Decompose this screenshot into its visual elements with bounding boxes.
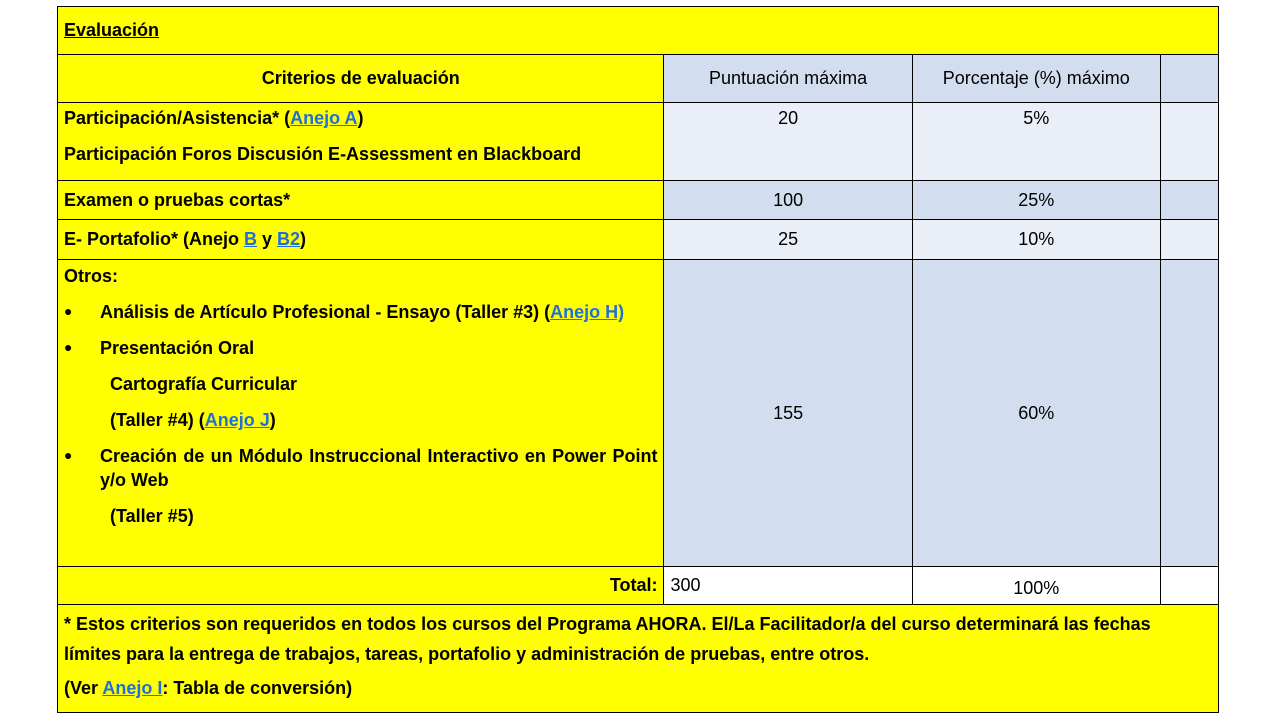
table-row xyxy=(58,260,1219,567)
criteria-participation: Participación/Asistencia* (Anejo A) Participación Foros Discusión E-Assessment en Blackboard xyxy=(58,103,664,181)
anejo-j-link[interactable]: Anejo J xyxy=(204,410,270,430)
table-title: Evaluación xyxy=(58,7,1219,55)
bullet-icon: ● xyxy=(64,447,73,463)
header-max-pct: Porcentaje (%) máximo xyxy=(912,55,1160,103)
score-exam: 100 xyxy=(664,181,912,220)
score-others: 155 xyxy=(664,260,912,567)
score-portfolio: 25 xyxy=(664,220,912,260)
footnote: * Estos criterios son requeridos en todos los cursos del Programa AHORA. El/La Facilitador/a del curso determinará las fechas límites para la entrega de trabajos, tareas, portafolio y administración de pruebas, entre otros. (Ver Anejo I: Tabla de conversión) xyxy=(58,605,1219,713)
table-row xyxy=(58,103,1219,181)
pct-exam: 25% xyxy=(912,181,1160,220)
header-max-score: Puntuación máxima xyxy=(664,55,912,103)
anejo-h-link[interactable]: Anejo H) xyxy=(550,302,625,322)
list-item: ● Creación de un Módulo Instruccional Interactivo en Power Point y/o Web xyxy=(64,446,658,490)
anejo-a-link[interactable]: Anejo A xyxy=(290,108,358,128)
criteria-portfolio: E- Portafolio* (Anejo B y B2) xyxy=(58,220,664,260)
table-row xyxy=(58,220,1219,260)
total-pct: 100% xyxy=(912,567,1160,605)
bullet-icon: ● xyxy=(64,339,73,355)
pct-participation: 5% xyxy=(912,103,1160,181)
pct-portfolio: 10% xyxy=(912,220,1160,260)
total-label: Total: xyxy=(58,567,664,605)
score-participation: 20 xyxy=(664,103,912,181)
anejo-i-link[interactable]: Anejo I xyxy=(102,678,163,698)
total-score: 300 xyxy=(664,567,912,605)
table-row xyxy=(58,181,1219,220)
anejo-b-link[interactable]: B xyxy=(244,229,257,249)
criteria-exam: Examen o pruebas cortas* xyxy=(58,181,664,220)
header-criteria: Criterios de evaluación xyxy=(58,55,664,103)
bullet-icon: ● xyxy=(64,303,73,319)
pct-others: 60% xyxy=(912,260,1160,567)
evaluation-table xyxy=(57,6,1219,713)
table-row xyxy=(58,567,1219,605)
list-item: ● Análisis de Artículo Profesional - Ensayo (Taller #3) (Anejo H) xyxy=(64,302,625,322)
list-item: ● Presentación Oral xyxy=(64,338,255,358)
anejo-b2-link[interactable]: B2 xyxy=(277,229,301,249)
criteria-others: Otros: ● Análisis de Artículo Profesional - Ensayo (Taller #3) (Anejo H) ● Presentación Oral Cartografía Curricular (Taller #4) (Anejo J) ● Creación de un Módulo Instruccional Interactivo en Power Point y/o Web (Taller #5) xyxy=(58,260,664,567)
header-empty xyxy=(1160,55,1218,103)
